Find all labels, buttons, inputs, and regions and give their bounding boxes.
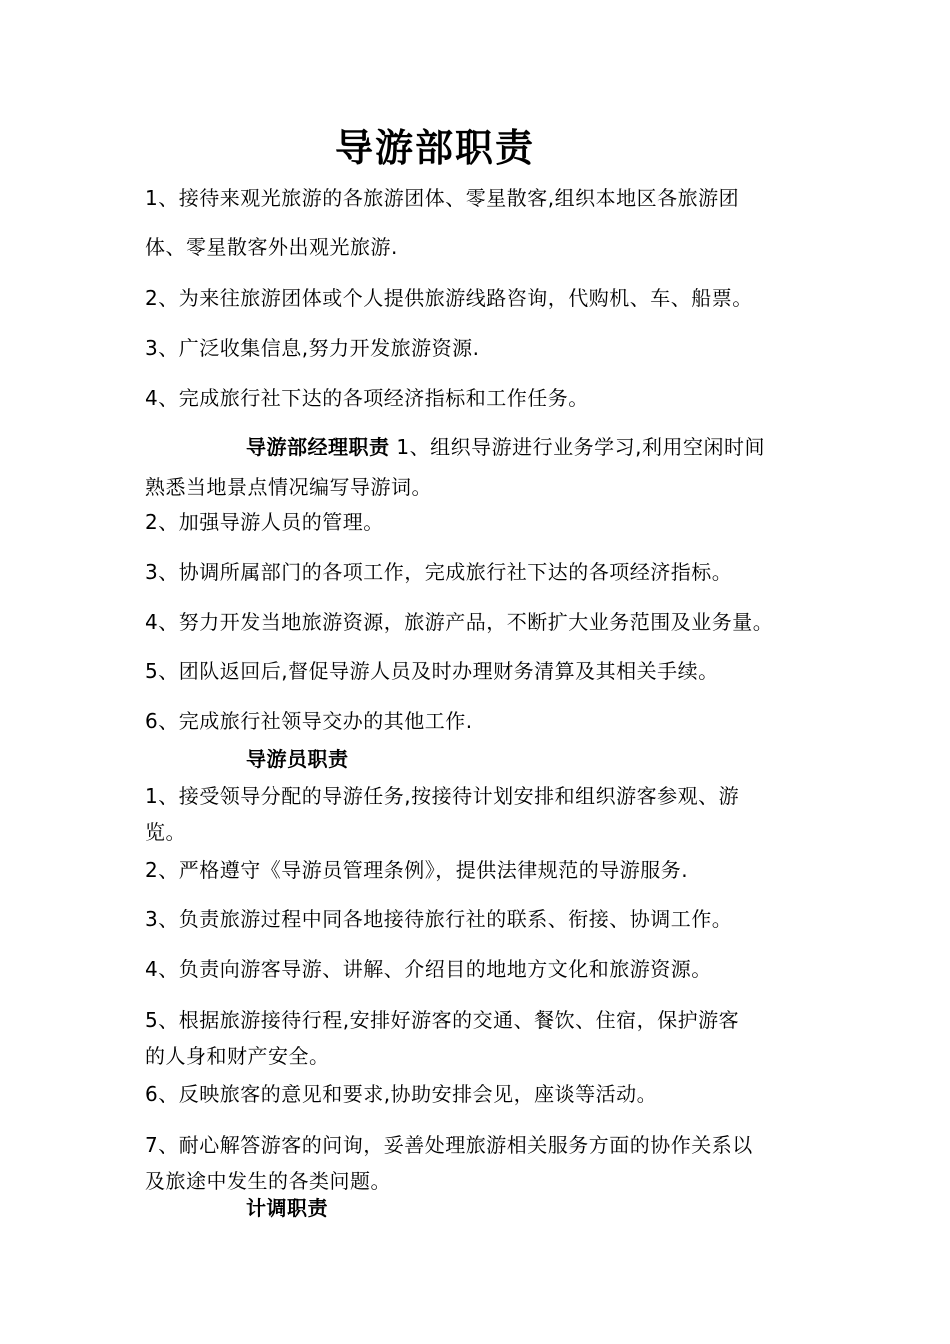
guide-item-line: 的人身和财产安全。 [145,1044,330,1068]
guide-item-line: 览。 [145,820,186,844]
duty-line: 体、零星散客外出观光旅游. [145,235,398,259]
manager-item-line: 4、努力开发当地旅游资源，旅游产品，不断扩大业务范围及业务量。 [145,610,774,634]
duty-line: 2、为来往旅游团体或个人提供旅游线路咨询，代购机、车、船票。 [145,286,753,310]
guide-item-line: 及旅途中发生的各类问题。 [145,1169,391,1193]
section-heading-manager: 导游部经理职责 [246,435,390,459]
guide-item-line: 3、负责旅游过程中同各地接待旅行社的联系、衔接、协调工作。 [145,907,733,931]
manager-item-line: 5、团队返回后,督促导游人员及时办理财务清算及其相关手续。 [145,659,719,683]
manager-item-line: 2、加强导游人员的管理。 [145,510,384,534]
manager-item-text: 1、组织导游进行业务学习,利用空闲时间 [389,435,765,459]
manager-item-line: 6、完成旅行社领导交办的其他工作. [145,709,473,733]
duty-line: 1、接待来观光旅游的各旅游团体、零星散客,组织本地区各旅游团 [145,186,740,210]
guide-item-line: 7、耐心解答游客的问询，妥善处理旅游相关服务方面的协作关系以 [145,1133,753,1157]
guide-item-line: 6、反映旅客的意见和要求,协助安排会见，座谈等活动。 [145,1082,658,1106]
page-title: 导游部职责 [334,126,535,170]
guide-item-line: 4、负责向游客导游、讲解、介绍目的地地方文化和旅游资源。 [145,957,712,981]
section-heading-planner: 计调职责 [246,1196,328,1220]
guide-item-line: 5、根据旅游接待行程,安排好游客的交通、餐饮、住宿，保护游客 [145,1008,740,1032]
guide-item-line: 1、接受领导分配的导游任务,按接待计划安排和组织游客参观、游 [145,784,740,808]
manager-first-line [246,433,765,461]
guide-item-line: 2、严格遵守《导游员管理条例》，提供法律规范的导游服务. [145,858,689,882]
duty-line: 4、完成旅行社下达的各项经济指标和工作任务。 [145,386,589,410]
duty-line: 3、广泛收集信息,努力开发旅游资源. [145,336,480,360]
section-heading-guide: 导游员职责 [246,747,349,771]
manager-item-line: 3、协调所属部门的各项工作，完成旅行社下达的各项经济指标。 [145,560,733,584]
manager-item-line: 熟悉当地景点情况编写导游词。 [145,475,432,499]
